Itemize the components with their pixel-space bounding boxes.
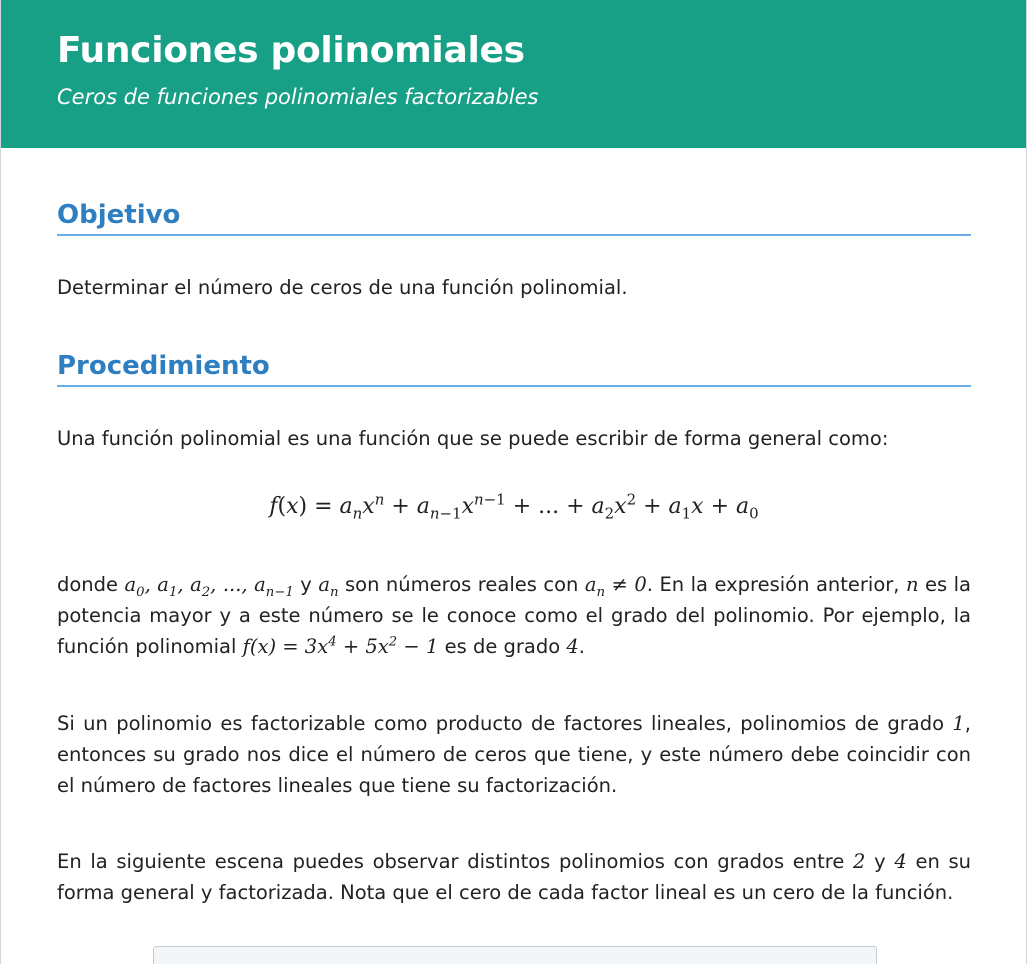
- procedure-intro: Una función polinomial es una función que se puede escribir de forma general como:: [57, 427, 889, 450]
- page-header: [1, 0, 1026, 148]
- section-heading-objective: Objetivo: [57, 200, 971, 236]
- interactive-scene-frame[interactable]: [153, 946, 877, 964]
- procedure-paragraph-scene: En la siguiente escena puedes observar distintos polinomios con grados entre 2 y 4 en su forma general y factorizada. Nota que el cero de cada factor lineal es un cero de la función.: [57, 850, 971, 904]
- page-title: Funciones polinomiales: [57, 30, 525, 71]
- procedure-paragraph-degree: donde $a_0$, $a_1$, $a_2$, ..., $a_{n-1}$ y $a_n$ son números reales con $a_n \ne 0$. En la expresión anterior, n es la potencia mayor y a este número se le conoce como el grado del polinomio. Por ejemplo, la función polinomial $f(x) = 3x^4 + 5x^2 - 1$ es de grado 4.: [57, 573, 972, 658]
- content: [1, 200, 1026, 908]
- procedure-paragraph-factorizable: Si un polinomio es factorizable como producto de factores lineales, polinomios de grado 1, entonces su grado nos dice el número de ceros que tiene, y este número debe coincidir con el número de factores lineales que tiene su factorización.: [57, 712, 971, 797]
- section-heading-procedure: Procedimiento: [57, 351, 971, 387]
- example-polynomial: $f(x) = 3x^4 + 5x^2 - 1$: [242, 634, 439, 658]
- page-subtitle: Ceros de funciones polinomiales factorizables: [57, 85, 539, 109]
- coefficients-list: $a_0$, $a_1$, $a_2$, ..., $a_{n-1}$: [124, 573, 294, 600]
- objective-text: Determinar el número de ceros de una función polinomial.: [57, 276, 628, 299]
- general-polynomial-formula: $f(x) = a_nx^n + a_{n-1}x^{n-1}$ + ... + $a_2x^2 + a_1x + a_0$: [269, 490, 759, 523]
